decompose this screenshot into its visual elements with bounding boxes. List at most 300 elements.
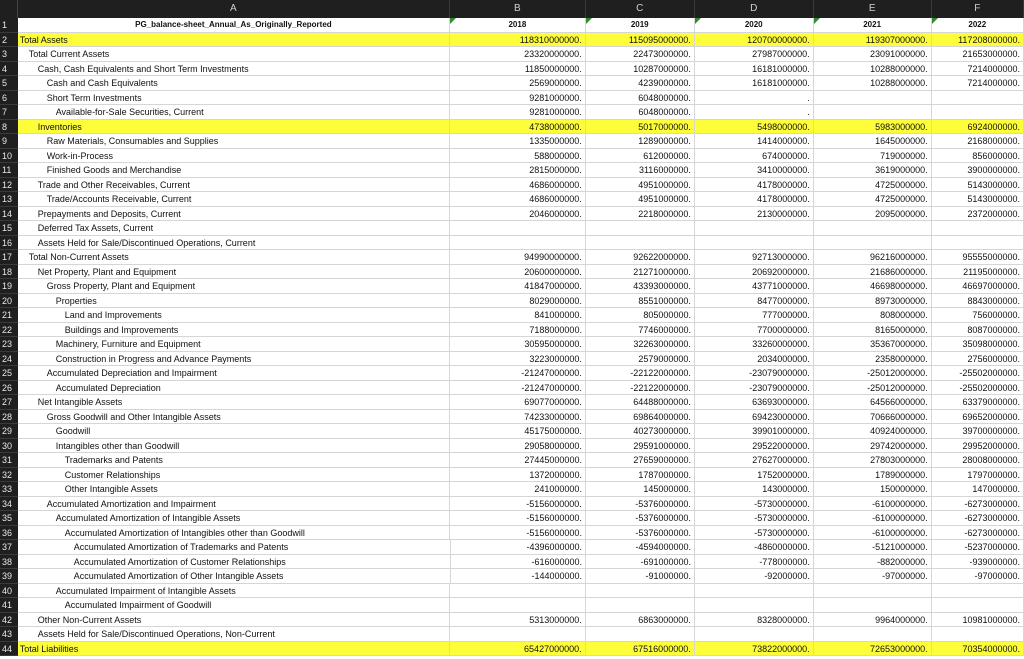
row-label-cell[interactable]: Cash and Cash Equivalents — [18, 76, 451, 90]
value-cell-2018[interactable]: 1372000000. — [450, 468, 586, 482]
value-cell-2021[interactable]: 119307000000. — [814, 33, 932, 47]
value-cell-2019[interactable]: 43393000000. — [586, 279, 695, 293]
row-label-cell[interactable]: Trade/Accounts Receivable, Current — [18, 192, 451, 206]
value-cell-2019[interactable]: 21271000000. — [586, 265, 695, 279]
value-cell-2020[interactable]: 73822000000. — [695, 642, 814, 656]
row-label-cell[interactable]: Work-in-Process — [18, 149, 451, 163]
value-cell-2018[interactable]: 30595000000. — [450, 337, 586, 351]
row-label-cell[interactable]: Accumulated Amortization of Trademarks and Patents — [18, 540, 451, 554]
value-cell-2020[interactable]: 27987000000. — [695, 47, 814, 61]
value-cell-2022[interactable]: 29952000000. — [932, 439, 1024, 453]
value-cell-2021[interactable]: 72653000000. — [814, 642, 932, 656]
row-number[interactable]: 32 — [0, 468, 18, 483]
row-number[interactable]: 23 — [0, 337, 18, 352]
value-cell-2022[interactable] — [932, 105, 1024, 119]
value-cell-2018[interactable]: -5156000000. — [450, 511, 586, 525]
row-number[interactable]: 30 — [0, 439, 18, 454]
value-cell-2018[interactable]: -4396000000. — [451, 540, 587, 554]
value-cell-2018[interactable]: 45175000000. — [450, 424, 586, 438]
value-cell-2022[interactable]: 10981000000. — [932, 613, 1024, 627]
value-cell-2020[interactable]: -5730000000. — [695, 497, 814, 511]
year-cell-2019[interactable]: 2019 — [586, 18, 695, 32]
value-cell-2019[interactable]: 6048000000. — [586, 105, 695, 119]
value-cell-2019[interactable]: 5017000000. — [586, 120, 695, 134]
row-number[interactable]: 8 — [0, 120, 18, 135]
value-cell-2021[interactable]: 1789000000. — [814, 468, 932, 482]
value-cell-2020[interactable]: 69423000000. — [695, 410, 814, 424]
value-cell-2022[interactable]: 117208000000. — [932, 33, 1024, 47]
value-cell-2020[interactable]: -5730000000. — [695, 526, 814, 540]
row-label-cell[interactable]: Accumulated Amortization of Other Intangible Assets — [18, 569, 451, 583]
value-cell-2022[interactable]: 856000000. — [932, 149, 1024, 163]
row-label-cell[interactable]: Accumulated Amortization of Intangible Assets — [18, 511, 451, 525]
year-cell-2021[interactable]: 2021 — [814, 18, 932, 32]
value-cell-2021[interactable]: 2358000000. — [814, 352, 932, 366]
value-cell-2018[interactable]: 4738000000. — [450, 120, 586, 134]
row-label-cell[interactable]: Finished Goods and Merchandise — [18, 163, 451, 177]
value-cell-2022[interactable]: 21653000000. — [932, 47, 1024, 61]
value-cell-2020[interactable]: -23079000000. — [695, 366, 814, 380]
row-number[interactable]: 7 — [0, 105, 18, 120]
row-label-cell[interactable]: Total Non-Current Assets — [18, 250, 450, 264]
value-cell-2019[interactable]: 2579000000. — [586, 352, 695, 366]
row-label-cell[interactable]: Prepayments and Deposits, Current — [18, 207, 450, 221]
value-cell-2021[interactable]: 1645000000. — [814, 134, 932, 148]
value-cell-2018[interactable]: 23320000000. — [450, 47, 586, 61]
value-cell-2019[interactable]: 1289000000. — [586, 134, 695, 148]
value-cell-2019[interactable]: -5376000000. — [586, 526, 695, 540]
value-cell-2021[interactable]: 46698000000. — [814, 279, 932, 293]
value-cell-2021[interactable]: 150000000. — [814, 482, 932, 496]
value-cell-2022[interactable]: 3900000000. — [932, 163, 1024, 177]
value-cell-2018[interactable]: -5156000000. — [450, 497, 586, 511]
value-cell-2021[interactable]: 64566000000. — [814, 395, 932, 409]
row-number[interactable]: 34 — [0, 497, 18, 512]
row-number[interactable]: 3 — [0, 47, 18, 62]
value-cell-2021[interactable]: 8165000000. — [814, 323, 932, 337]
value-cell-2019[interactable]: 115095000000. — [586, 33, 695, 47]
value-cell-2021[interactable]: 719000000. — [814, 149, 932, 163]
value-cell-2020[interactable]: 2130000000. — [695, 207, 814, 221]
row-number[interactable]: 29 — [0, 424, 18, 439]
row-number[interactable]: 15 — [0, 221, 18, 236]
row-number[interactable]: 4 — [0, 62, 18, 77]
value-cell-2018[interactable]: 4686000000. — [450, 178, 586, 192]
value-cell-2019[interactable]: -22122000000. — [586, 366, 695, 380]
value-cell-2021[interactable]: 35367000000. — [814, 337, 932, 351]
value-cell-2020[interactable]: -4860000000. — [695, 540, 814, 554]
value-cell-2021[interactable]: 29742000000. — [814, 439, 932, 453]
value-cell-2020[interactable]: 4178000000. — [695, 192, 814, 206]
value-cell-2018[interactable]: 1335000000. — [450, 134, 586, 148]
value-cell-2022[interactable] — [932, 236, 1024, 250]
row-number[interactable]: 42 — [0, 613, 18, 628]
row-label-cell[interactable]: Gross Goodwill and Other Intangible Assets — [18, 410, 451, 424]
value-cell-2020[interactable]: 63693000000. — [695, 395, 814, 409]
value-cell-2021[interactable]: -6100000000. — [814, 511, 932, 525]
row-label-cell[interactable]: Machinery, Furniture and Equipment — [18, 337, 451, 351]
value-cell-2019[interactable]: 612000000. — [586, 149, 695, 163]
value-cell-2022[interactable]: 21195000000. — [932, 265, 1024, 279]
row-label-cell[interactable]: Assets Held for Sale/Discontinued Operations, Non-Current — [18, 627, 450, 641]
value-cell-2018[interactable] — [450, 236, 586, 250]
value-cell-2020[interactable]: 92713000000. — [695, 250, 814, 264]
row-number[interactable]: 27 — [0, 395, 18, 410]
value-cell-2020[interactable]: 8477000000. — [695, 294, 814, 308]
value-cell-2019[interactable]: -4594000000. — [586, 540, 695, 554]
value-cell-2021[interactable] — [814, 221, 932, 235]
row-number[interactable]: 26 — [0, 381, 18, 396]
value-cell-2019[interactable]: 4951000000. — [586, 178, 695, 192]
value-cell-2018[interactable]: 8029000000. — [450, 294, 586, 308]
row-number[interactable]: 40 — [0, 584, 18, 599]
value-cell-2020[interactable]: -23079000000. — [695, 381, 814, 395]
value-cell-2022[interactable]: -6273000000. — [932, 511, 1024, 525]
row-label-cell[interactable]: Accumulated Impairment of Goodwill — [18, 598, 451, 612]
row-label-cell[interactable]: Customer Relationships — [18, 468, 451, 482]
value-cell-2021[interactable]: 23091000000. — [814, 47, 932, 61]
value-cell-2022[interactable]: 6924000000. — [932, 120, 1024, 134]
row-label-cell[interactable]: Buildings and Improvements — [18, 323, 451, 337]
column-header-b[interactable]: B — [450, 0, 586, 18]
row-number[interactable]: 2 — [0, 33, 18, 48]
value-cell-2018[interactable]: -21247000000. — [450, 366, 586, 380]
row-label-cell[interactable]: Accumulated Depreciation and Impairment — [18, 366, 451, 380]
value-cell-2019[interactable]: 69864000000. — [586, 410, 695, 424]
value-cell-2022[interactable]: -5237000000. — [932, 540, 1024, 554]
value-cell-2021[interactable]: -97000000. — [814, 569, 932, 583]
value-cell-2018[interactable]: -21247000000. — [450, 381, 586, 395]
value-cell-2022[interactable]: 8843000000. — [932, 294, 1024, 308]
value-cell-2022[interactable]: 2372000000. — [932, 207, 1024, 221]
value-cell-2019[interactable]: 27659000000. — [586, 453, 695, 467]
value-cell-2022[interactable]: 95555000000. — [932, 250, 1024, 264]
value-cell-2022[interactable]: -939000000. — [932, 555, 1024, 569]
value-cell-2019[interactable]: 6048000000. — [586, 91, 695, 105]
column-header-d[interactable]: D — [695, 0, 814, 18]
value-cell-2020[interactable]: 777000000. — [695, 308, 814, 322]
value-cell-2021[interactable]: -6100000000. — [814, 497, 932, 511]
value-cell-2021[interactable]: 2095000000. — [814, 207, 932, 221]
value-cell-2022[interactable]: 2168000000. — [932, 134, 1024, 148]
value-cell-2020[interactable]: 20692000000. — [695, 265, 814, 279]
value-cell-2021[interactable]: -5121000000. — [814, 540, 932, 554]
value-cell-2018[interactable]: 27445000000. — [450, 453, 586, 467]
row-number[interactable]: 21 — [0, 308, 18, 323]
value-cell-2021[interactable]: 9964000000. — [814, 613, 932, 627]
row-number[interactable]: 17 — [0, 250, 18, 265]
value-cell-2019[interactable]: 40273000000. — [586, 424, 695, 438]
value-cell-2018[interactable]: -144000000. — [451, 569, 587, 583]
value-cell-2022[interactable]: -25502000000. — [932, 381, 1024, 395]
year-cell-2020[interactable]: 2020 — [695, 18, 814, 32]
value-cell-2020[interactable]: -5730000000. — [695, 511, 814, 525]
value-cell-2020[interactable]: 29522000000. — [695, 439, 814, 453]
value-cell-2018[interactable]: 841000000. — [450, 308, 586, 322]
value-cell-2020[interactable]: 5498000000. — [695, 120, 814, 134]
value-cell-2022[interactable] — [932, 598, 1024, 612]
value-cell-2022[interactable]: 63379000000. — [932, 395, 1024, 409]
value-cell-2018[interactable]: 3223000000. — [450, 352, 586, 366]
value-cell-2022[interactable]: 5143000000. — [932, 192, 1024, 206]
value-cell-2019[interactable]: 1787000000. — [586, 468, 695, 482]
row-label-cell[interactable]: Other Intangible Assets — [18, 482, 451, 496]
value-cell-2018[interactable]: 241000000. — [450, 482, 586, 496]
value-cell-2020[interactable]: 2034000000. — [695, 352, 814, 366]
value-cell-2022[interactable]: 5143000000. — [932, 178, 1024, 192]
value-cell-2020[interactable]: 4178000000. — [695, 178, 814, 192]
value-cell-2019[interactable]: 145000000. — [586, 482, 695, 496]
row-label-cell[interactable]: Total Liabilities — [18, 642, 450, 656]
value-cell-2021[interactable]: 4725000000. — [814, 178, 932, 192]
value-cell-2020[interactable]: 120700000000. — [695, 33, 814, 47]
value-cell-2019[interactable] — [586, 236, 695, 250]
value-cell-2021[interactable]: -25012000000. — [814, 381, 932, 395]
row-number[interactable]: 31 — [0, 453, 18, 468]
value-cell-2022[interactable]: 2756000000. — [932, 352, 1024, 366]
value-cell-2018[interactable]: 2569000000. — [450, 76, 586, 90]
value-cell-2022[interactable] — [932, 221, 1024, 235]
value-cell-2021[interactable]: 5983000000. — [814, 120, 932, 134]
value-cell-2018[interactable] — [450, 221, 586, 235]
value-cell-2020[interactable]: -92000000. — [695, 569, 814, 583]
value-cell-2021[interactable] — [814, 598, 932, 612]
value-cell-2022[interactable]: -6273000000. — [932, 497, 1024, 511]
row-label-cell[interactable]: Other Non-Current Assets — [18, 613, 450, 627]
value-cell-2022[interactable]: 46697000000. — [932, 279, 1024, 293]
row-number[interactable]: 33 — [0, 482, 18, 497]
value-cell-2021[interactable] — [814, 105, 932, 119]
value-cell-2019[interactable]: 22473000000. — [586, 47, 695, 61]
row-label-cell[interactable]: Trademarks and Patents — [18, 453, 451, 467]
row-number[interactable]: 5 — [0, 76, 18, 91]
value-cell-2020[interactable]: 39901000000. — [695, 424, 814, 438]
value-cell-2020[interactable]: 43771000000. — [695, 279, 814, 293]
value-cell-2020[interactable] — [695, 584, 814, 598]
value-cell-2018[interactable] — [450, 584, 586, 598]
value-cell-2019[interactable]: -91000000. — [586, 569, 695, 583]
column-header-c[interactable]: C — [586, 0, 695, 18]
value-cell-2019[interactable]: 67516000000. — [586, 642, 695, 656]
value-cell-2021[interactable]: 70666000000. — [814, 410, 932, 424]
value-cell-2021[interactable]: 4725000000. — [814, 192, 932, 206]
row-number[interactable]: 11 — [0, 163, 18, 178]
value-cell-2018[interactable]: 65427000000. — [450, 642, 586, 656]
value-cell-2020[interactable]: 16181000000. — [695, 62, 814, 76]
value-cell-2019[interactable]: -691000000. — [586, 555, 695, 569]
row-number[interactable]: 20 — [0, 294, 18, 309]
value-cell-2020[interactable]: 27627000000. — [695, 453, 814, 467]
row-label-cell[interactable]: Goodwill — [18, 424, 451, 438]
value-cell-2019[interactable] — [586, 627, 695, 641]
value-cell-2021[interactable] — [814, 91, 932, 105]
value-cell-2022[interactable] — [932, 91, 1024, 105]
row-number[interactable]: 38 — [0, 555, 18, 570]
value-cell-2022[interactable] — [932, 627, 1024, 641]
value-cell-2019[interactable]: 4951000000. — [586, 192, 695, 206]
row-number[interactable]: 19 — [0, 279, 18, 294]
value-cell-2022[interactable]: 70354000000. — [932, 642, 1024, 656]
row-label-cell[interactable]: Construction in Progress and Advance Payments — [18, 352, 451, 366]
column-header-e[interactable]: E — [814, 0, 932, 18]
row-number[interactable]: 25 — [0, 366, 18, 381]
row-label-cell[interactable]: Accumulated Amortization and Impairment — [18, 497, 451, 511]
value-cell-2018[interactable]: 41847000000. — [450, 279, 586, 293]
row-number[interactable]: 43 — [0, 627, 18, 642]
select-all-corner[interactable] — [0, 0, 18, 18]
row-label-cell[interactable]: Gross Property, Plant and Equipment — [18, 279, 451, 293]
value-cell-2022[interactable]: -6273000000. — [932, 526, 1024, 540]
value-cell-2020[interactable] — [695, 627, 814, 641]
value-cell-2022[interactable]: 7214000000. — [932, 62, 1024, 76]
row-label-cell[interactable]: Trade and Other Receivables, Current — [18, 178, 450, 192]
value-cell-2020[interactable]: 1414000000. — [695, 134, 814, 148]
value-cell-2019[interactable]: 64488000000. — [586, 395, 695, 409]
row-number[interactable]: 12 — [0, 178, 18, 193]
value-cell-2019[interactable]: 6863000000. — [586, 613, 695, 627]
value-cell-2021[interactable]: 96216000000. — [814, 250, 932, 264]
year-cell-2022[interactable]: 2022 — [932, 18, 1024, 32]
value-cell-2020[interactable]: 16181000000. — [695, 76, 814, 90]
row-label-cell[interactable]: Accumulated Impairment of Intangible Assets — [18, 584, 451, 598]
row-number[interactable]: 35 — [0, 511, 18, 526]
row-label-cell[interactable]: Cash, Cash Equivalents and Short Term Investments — [18, 62, 450, 76]
value-cell-2021[interactable]: -882000000. — [814, 555, 932, 569]
column-header-a[interactable]: A — [18, 0, 450, 18]
value-cell-2018[interactable] — [450, 598, 586, 612]
value-cell-2020[interactable] — [695, 236, 814, 250]
row-number[interactable]: 22 — [0, 323, 18, 338]
value-cell-2020[interactable] — [695, 598, 814, 612]
value-cell-2020[interactable] — [695, 221, 814, 235]
row-label-cell[interactable]: Net Property, Plant and Equipment — [18, 265, 450, 279]
value-cell-2019[interactable] — [586, 221, 695, 235]
row-label-cell[interactable]: Accumulated Depreciation — [18, 381, 451, 395]
value-cell-2022[interactable] — [932, 584, 1024, 598]
value-cell-2019[interactable]: 805000000. — [586, 308, 695, 322]
value-cell-2022[interactable]: 69652000000. — [932, 410, 1024, 424]
value-cell-2018[interactable]: 4686000000. — [450, 192, 586, 206]
row-label-cell[interactable]: Total Assets — [18, 33, 450, 47]
value-cell-2021[interactable]: 10288000000. — [814, 76, 932, 90]
value-cell-2018[interactable]: 29058000000. — [450, 439, 586, 453]
row-label-cell[interactable]: Net Intangible Assets — [18, 395, 450, 409]
row-number[interactable]: 44 — [0, 642, 18, 657]
value-cell-2021[interactable] — [814, 584, 932, 598]
value-cell-2021[interactable]: 40924000000. — [814, 424, 932, 438]
value-cell-2018[interactable]: 588000000. — [450, 149, 586, 163]
value-cell-2019[interactable]: 29591000000. — [586, 439, 695, 453]
row-number[interactable]: 39 — [0, 569, 18, 584]
value-cell-2020[interactable]: 674000000. — [695, 149, 814, 163]
row-number[interactable]: 28 — [0, 410, 18, 425]
value-cell-2020[interactable]: 1752000000. — [695, 468, 814, 482]
year-cell-2018[interactable]: 2018 — [450, 18, 586, 32]
row-label-cell[interactable]: Properties — [18, 294, 451, 308]
value-cell-2018[interactable]: 20600000000. — [450, 265, 586, 279]
column-header-f[interactable]: F — [932, 0, 1024, 18]
row-label-cell[interactable]: Raw Materials, Consumables and Supplies — [18, 134, 451, 148]
value-cell-2022[interactable]: -97000000. — [932, 569, 1024, 583]
row-label-cell[interactable]: Deferred Tax Assets, Current — [18, 221, 450, 235]
value-cell-2022[interactable]: 756000000. — [932, 308, 1024, 322]
row-label-cell[interactable]: Assets Held for Sale/Discontinued Operations, Current — [18, 236, 450, 250]
row-number[interactable]: 16 — [0, 236, 18, 251]
value-cell-2018[interactable]: 2815000000. — [450, 163, 586, 177]
row-label-cell[interactable]: Short Term Investments — [18, 91, 451, 105]
row-number[interactable]: 18 — [0, 265, 18, 280]
row-label-cell[interactable]: Inventories — [18, 120, 450, 134]
value-cell-2018[interactable]: -616000000. — [451, 555, 587, 569]
value-cell-2019[interactable] — [586, 584, 695, 598]
value-cell-2020[interactable]: -778000000. — [695, 555, 814, 569]
value-cell-2021[interactable] — [814, 236, 932, 250]
value-cell-2018[interactable]: 9281000000. — [450, 105, 586, 119]
value-cell-2022[interactable]: 7214000000. — [932, 76, 1024, 90]
value-cell-2019[interactable]: -5376000000. — [586, 511, 695, 525]
value-cell-2022[interactable]: 8087000000. — [932, 323, 1024, 337]
value-cell-2018[interactable]: 2046000000. — [450, 207, 586, 221]
value-cell-2018[interactable]: 118310000000. — [450, 33, 586, 47]
value-cell-2019[interactable] — [586, 598, 695, 612]
value-cell-2020[interactable]: 33260000000. — [695, 337, 814, 351]
value-cell-2019[interactable]: 3116000000. — [586, 163, 695, 177]
row-label-cell[interactable]: Accumulated Amortization of Customer Relationships — [18, 555, 451, 569]
value-cell-2018[interactable]: 94990000000. — [450, 250, 586, 264]
row-number[interactable]: 1 — [0, 18, 18, 33]
value-cell-2019[interactable]: -5376000000. — [586, 497, 695, 511]
value-cell-2022[interactable]: -25502000000. — [932, 366, 1024, 380]
row-number[interactable]: 6 — [0, 91, 18, 106]
value-cell-2019[interactable]: 7746000000. — [586, 323, 695, 337]
row-number[interactable]: 10 — [0, 149, 18, 164]
row-label-cell[interactable]: Intangibles other than Goodwill — [18, 439, 451, 453]
row-label-cell[interactable]: Accumulated Amortization of Intangibles other than Goodwill — [18, 526, 451, 540]
value-cell-2020[interactable]: . — [695, 105, 814, 119]
row-number[interactable]: 24 — [0, 352, 18, 367]
value-cell-2018[interactable]: 5313000000. — [450, 613, 586, 627]
value-cell-2021[interactable]: 27803000000. — [814, 453, 932, 467]
value-cell-2020[interactable]: 7700000000. — [695, 323, 814, 337]
value-cell-2022[interactable]: 1797000000. — [932, 468, 1024, 482]
row-number[interactable]: 9 — [0, 134, 18, 149]
row-label-cell[interactable]: Total Current Assets — [18, 47, 450, 61]
value-cell-2022[interactable]: 147000000. — [932, 482, 1024, 496]
value-cell-2022[interactable]: 28008000000. — [932, 453, 1024, 467]
value-cell-2022[interactable]: 35098000000. — [932, 337, 1024, 351]
sheet-title-cell[interactable]: PG_balance-sheet_Annual_As_Originally_Reported — [18, 18, 450, 32]
row-number[interactable]: 36 — [0, 526, 18, 541]
value-cell-2021[interactable]: -25012000000. — [814, 366, 932, 380]
value-cell-2021[interactable]: 21686000000. — [814, 265, 932, 279]
value-cell-2021[interactable] — [814, 627, 932, 641]
value-cell-2019[interactable]: 10287000000. — [586, 62, 695, 76]
value-cell-2018[interactable]: 11850000000. — [450, 62, 586, 76]
value-cell-2019[interactable]: 2218000000. — [586, 207, 695, 221]
value-cell-2019[interactable]: -22122000000. — [586, 381, 695, 395]
value-cell-2021[interactable]: 8973000000. — [814, 294, 932, 308]
value-cell-2019[interactable]: 92622000000. — [586, 250, 695, 264]
value-cell-2019[interactable]: 8551000000. — [586, 294, 695, 308]
value-cell-2020[interactable]: 8328000000. — [695, 613, 814, 627]
value-cell-2018[interactable]: 7188000000. — [450, 323, 586, 337]
row-number[interactable]: 41 — [0, 598, 18, 613]
value-cell-2019[interactable]: 32263000000. — [586, 337, 695, 351]
value-cell-2020[interactable]: . — [695, 91, 814, 105]
row-number[interactable]: 14 — [0, 207, 18, 222]
value-cell-2021[interactable]: 10288000000. — [814, 62, 932, 76]
value-cell-2021[interactable]: 3619000000. — [814, 163, 932, 177]
